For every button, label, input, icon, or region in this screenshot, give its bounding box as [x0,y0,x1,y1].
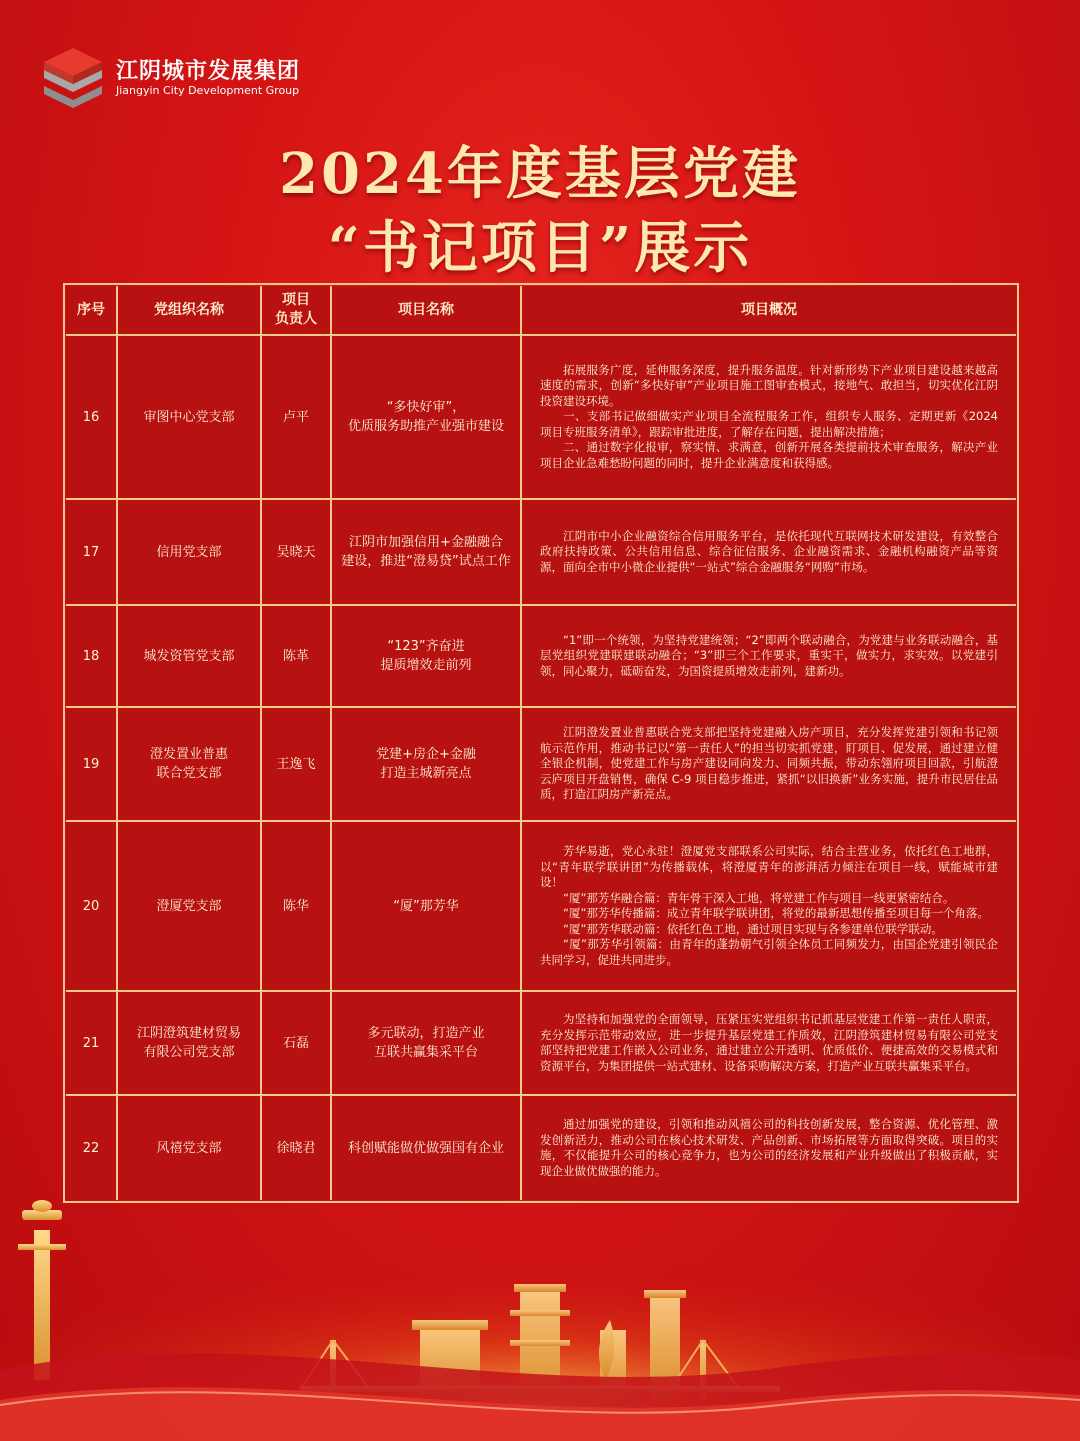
row-summary [522,822,1016,992]
header-org: 党组织名称 [118,286,262,336]
row-leader: 王逸飞 [262,708,332,822]
row-org: 江阴澄筑建材贸易 有限公司党支部 [118,992,262,1096]
row-no: 18 [66,606,118,708]
summary-paragraph: 江阴市中小企业融资综合信用服务平台，是依托现代互联网技术研发建设，有效整合政府扶持政策、公共信用信息、综合征信服务、企业融资需求、金融机构融资产品等资源，面向全市中小微企业提供“一站式”综合金融服务“网购”市场。 [540,528,998,574]
summary-paragraph: “厦”那芳华融合篇：青年骨干深入工地，将党建工作与项目一线更紧密结合。 [563,890,955,905]
row-org: 风禧党支部 [118,1096,262,1200]
table-row [66,822,1016,992]
row-leader: 陈革 [262,606,332,708]
row-leader: 陈华 [262,822,332,992]
table-row [66,1096,1016,1200]
row-no: 17 [66,500,118,606]
row-project: 江阴市加强信用+金融融合 建设，推进“澄易贷”试点工作 [332,500,522,606]
page-title-line-1: 2024年度基层党建 [279,141,801,207]
decorative-skyline [0,1200,1080,1441]
table-header-row [66,286,1016,336]
company-logo-icon [40,44,106,110]
row-summary [522,992,1016,1096]
row-project: 科创赋能做优做强国有企业 [332,1096,522,1200]
table-row [66,708,1016,822]
summary-paragraph: 一、支部书记做细做实产业项目全流程服务工作，组织专人服务、定期更新《2024 项目专班服务清单》，跟踪审批进度，了解存在问题，提出解决措施； [540,409,998,439]
row-project: “厦”那芳华 [332,822,522,992]
row-no: 22 [66,1096,118,1200]
row-summary [522,1096,1016,1200]
row-leader: 徐晓君 [262,1096,332,1200]
row-project: 多元联动，打造产业 互联共赢集采平台 [332,992,522,1096]
header-summary: 项目概况 [522,286,1016,336]
summary-paragraph: “1”即一个统领，为坚持党建统领；“2”即两个联动融合，为党建与业务联动融合，基层党组织党建联建联动融合；“3”即三个工作要求，重实干，做实力，求实效。以党建引领，同心聚力，砥砺奋发，为国资提质增效走前列，建新功。 [540,632,998,678]
header-leader: 项目 负责人 [262,286,332,336]
row-no: 16 [66,336,118,500]
row-project: 党建+房企+金融 打造主城新亮点 [332,708,522,822]
row-summary [522,500,1016,606]
row-org: 信用党支部 [118,500,262,606]
table-row [66,606,1016,708]
row-leader: 卢平 [262,336,332,500]
summary-paragraph: 为坚持和加强党的全面领导，压紧压实党组织书记抓基层党建工作第一责任人职责，充分发挥示范带动效应，进一步提升基层党建工作质效，江阴澄筑建材贸易有限公司党支部坚持把党建工作嵌入公司业务，通过建立公开透明、优质低价、便捷高效的交易模式和资源平台，为集团提供一站式建材、设备采购解决方案，打造产业互联共赢集采平台。 [540,1012,998,1073]
row-summary [522,708,1016,822]
row-summary [522,336,1016,500]
summary-paragraph: 通过加强党的建设，引领和推动风禧公司的科技创新发展，整合资源、优化管理、激发创新活力，推动公司在核心技术研发、产品创新、市场拓展等方面取得突破。项目的实施，不仅能提升公司的核心竞争力，也为公司的经济发展和产业升级做出了积极贡献，实现企业做优做强的能力。 [540,1117,998,1178]
summary-paragraph: 江阴澄发置业普惠联合党支部把坚持党建融入房产项目，充分发挥党建引领和书记领航示范作用，推动书记以“第一责任人”的担当切实抓党建，盯项目、促发展，通过建立健全银企机制，使党建工作与房产建设同向发力、同频共振，带动东翎府项目回款，引航澄云庐项目开盘销售，确保 C-9 项目稳步推进，紧抓“以旧换新”业务实施，提升市民居住品质，打造江阴房产新亮点。 [540,725,998,802]
table-row [66,336,1016,500]
summary-paragraph: “厦”那芳华传播篇：成立青年联学联讲团，将党的最新思想传播至项目每一个角落。 [563,906,989,920]
row-no: 20 [66,822,118,992]
row-org: 澄厦党支部 [118,822,262,992]
row-leader: 吴晓天 [262,500,332,606]
header-no: 序号 [66,286,118,336]
company-name-en: Jiangyin City Development Group [116,84,300,97]
header-project: 项目名称 [332,286,522,336]
row-no: 21 [66,992,118,1096]
company-name-cn: 江阴城市发展集团 [116,59,301,84]
row-project: “多快好审”， 优质服务助推产业强市建设 [332,336,522,500]
project-table [66,286,1016,1200]
table-row [66,992,1016,1096]
summary-paragraph: 二、通过数字化报审，察实情、求满意，创新开展各类提前技术审查服务，解决产业项目企业急难愁盼问题的同时，提升企业满意度和获得感。 [540,440,998,470]
summary-paragraph: 芳华易逝，党心永驻！澄厦党支部联系公司实际，结合主营业务，依托红色工地群，以“青年联学联讲团”为传播载体，将澄厦青年的澎湃活力倾注在项目一线，赋能城市建设！ [540,844,998,889]
row-org: 城发资管党支部 [118,606,262,708]
row-org: 澄发置业普惠 联合党支部 [118,708,262,822]
summary-paragraph: “厦”那芳华引领篇：由青年的蓬勃朝气引领全体员工同频发力，由国企党建引领民企共同学习，促进共同进步。 [540,937,998,967]
page-title-line-2: “书记项目”展示 [327,215,753,281]
row-no: 19 [66,708,118,822]
row-leader: 石磊 [262,992,332,1096]
summary-paragraph: “厦”那芳华联动篇：依托红色工地，通过项目实现与各参建单位联学联动。 [563,921,943,936]
row-summary [522,606,1016,708]
row-org: 审图中心党支部 [118,336,262,500]
company-logo [40,44,340,114]
table-row [66,500,1016,606]
row-project: “123”齐奋进 提质增效走前列 [332,606,522,708]
summary-paragraph: 拓展服务广度，延伸服务深度，提升服务温度。针对新形势下产业项目建设越来越高速度的需求，创新“多快好审”产业项目施工图审查模式，接地气、敢担当，切实优化江阴投资建设环境。 [540,362,998,408]
